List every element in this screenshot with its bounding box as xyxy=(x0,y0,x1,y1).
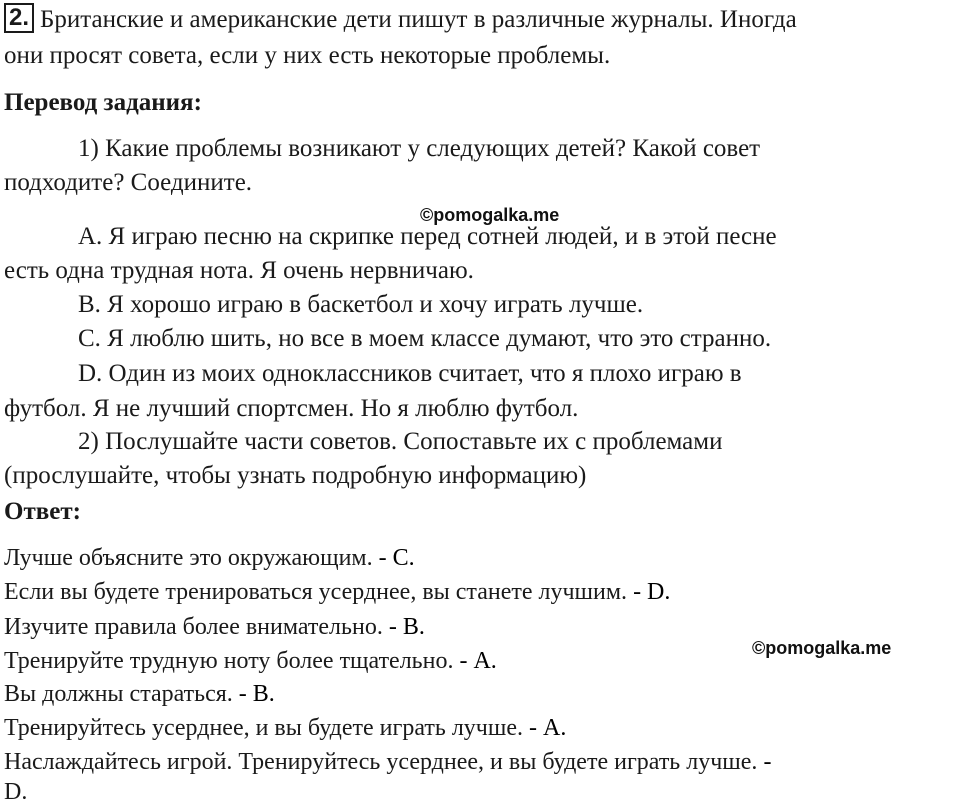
task-intro-text-1: Британские и американские дети пишут в различные журналы. Иногда xyxy=(40,6,797,33)
answer-text: Вы должны стараться. xyxy=(4,681,233,707)
watermark-right: ©pomogalka.me xyxy=(752,638,892,658)
watermark-top: ©pomogalka.me xyxy=(420,205,560,225)
answer-mark: - A. xyxy=(523,715,567,741)
answer-mark: - B. xyxy=(232,681,275,707)
answer-heading: Ответ: xyxy=(4,498,81,525)
problem-d-line-2: футбол. Я не лучший спортсмен. Но я люблю футбол. xyxy=(4,395,579,422)
answer-text: Если вы будете тренироваться усерднее, вы станете лучшим. xyxy=(4,579,628,605)
answer-item xyxy=(4,745,771,779)
task-number-badge: 2. xyxy=(4,3,34,33)
question-1-line-2: подходите? Соедините. xyxy=(4,169,253,196)
answer-item xyxy=(4,575,670,609)
answer-item xyxy=(4,644,497,678)
answer-item xyxy=(4,541,415,575)
answer-mark: - A. xyxy=(453,648,497,674)
answer-text: Лучше объясните это окружающим. xyxy=(4,545,373,571)
answer-item xyxy=(4,610,425,644)
answer-mark: - xyxy=(757,749,772,775)
question-2-line-1: 2) Послушайте части советов. Сопоставьте их с проблемами xyxy=(78,428,723,455)
translation-heading: Перевод задания: xyxy=(4,89,202,116)
problem-d-line-1: D. Один из моих одноклассников считает, что я плохо играю в xyxy=(78,360,742,387)
task-intro-line-2: они просят совета, если у них есть некоторые проблемы. xyxy=(4,42,611,69)
task-intro-line-1 xyxy=(4,3,797,37)
answer-item xyxy=(4,711,566,745)
answer-mark: - B. xyxy=(382,614,425,640)
answer-mark: - C. xyxy=(372,545,415,571)
answer-text: Изучите правила более внимательно. xyxy=(4,614,383,640)
answer-mark: - D. xyxy=(627,579,671,605)
problem-a-line-1: A. Я играю песню на скрипке перед сотней людей, и в этой песне xyxy=(78,223,777,250)
problem-b-line: B. Я хорошо играю в баскетбол и хочу играть лучше. xyxy=(78,291,644,318)
problem-c-line: C. Я люблю шить, но все в моем классе думают, что это странно. xyxy=(78,325,772,352)
answer-text: Тренируйтесь усерднее, и вы будете играть лучше. xyxy=(4,715,524,741)
answer-item xyxy=(4,677,275,711)
problem-a-line-2: есть одна трудная нота. Я очень нервничаю. xyxy=(4,257,474,284)
answer-text: Наслаждайтесь игрой. Тренируйтесь усерднее, и вы будете играть лучше. xyxy=(4,749,758,775)
answer-item-wrap: D. xyxy=(4,779,28,805)
answer-text: Тренируйте трудную ноту более тщательно. xyxy=(4,648,454,674)
question-2-line-2: (прослушайте, чтобы узнать подробную информацию) xyxy=(4,462,587,489)
question-1-line-1: 1) Какие проблемы возникают у следующих детей? Какой совет xyxy=(78,135,761,162)
